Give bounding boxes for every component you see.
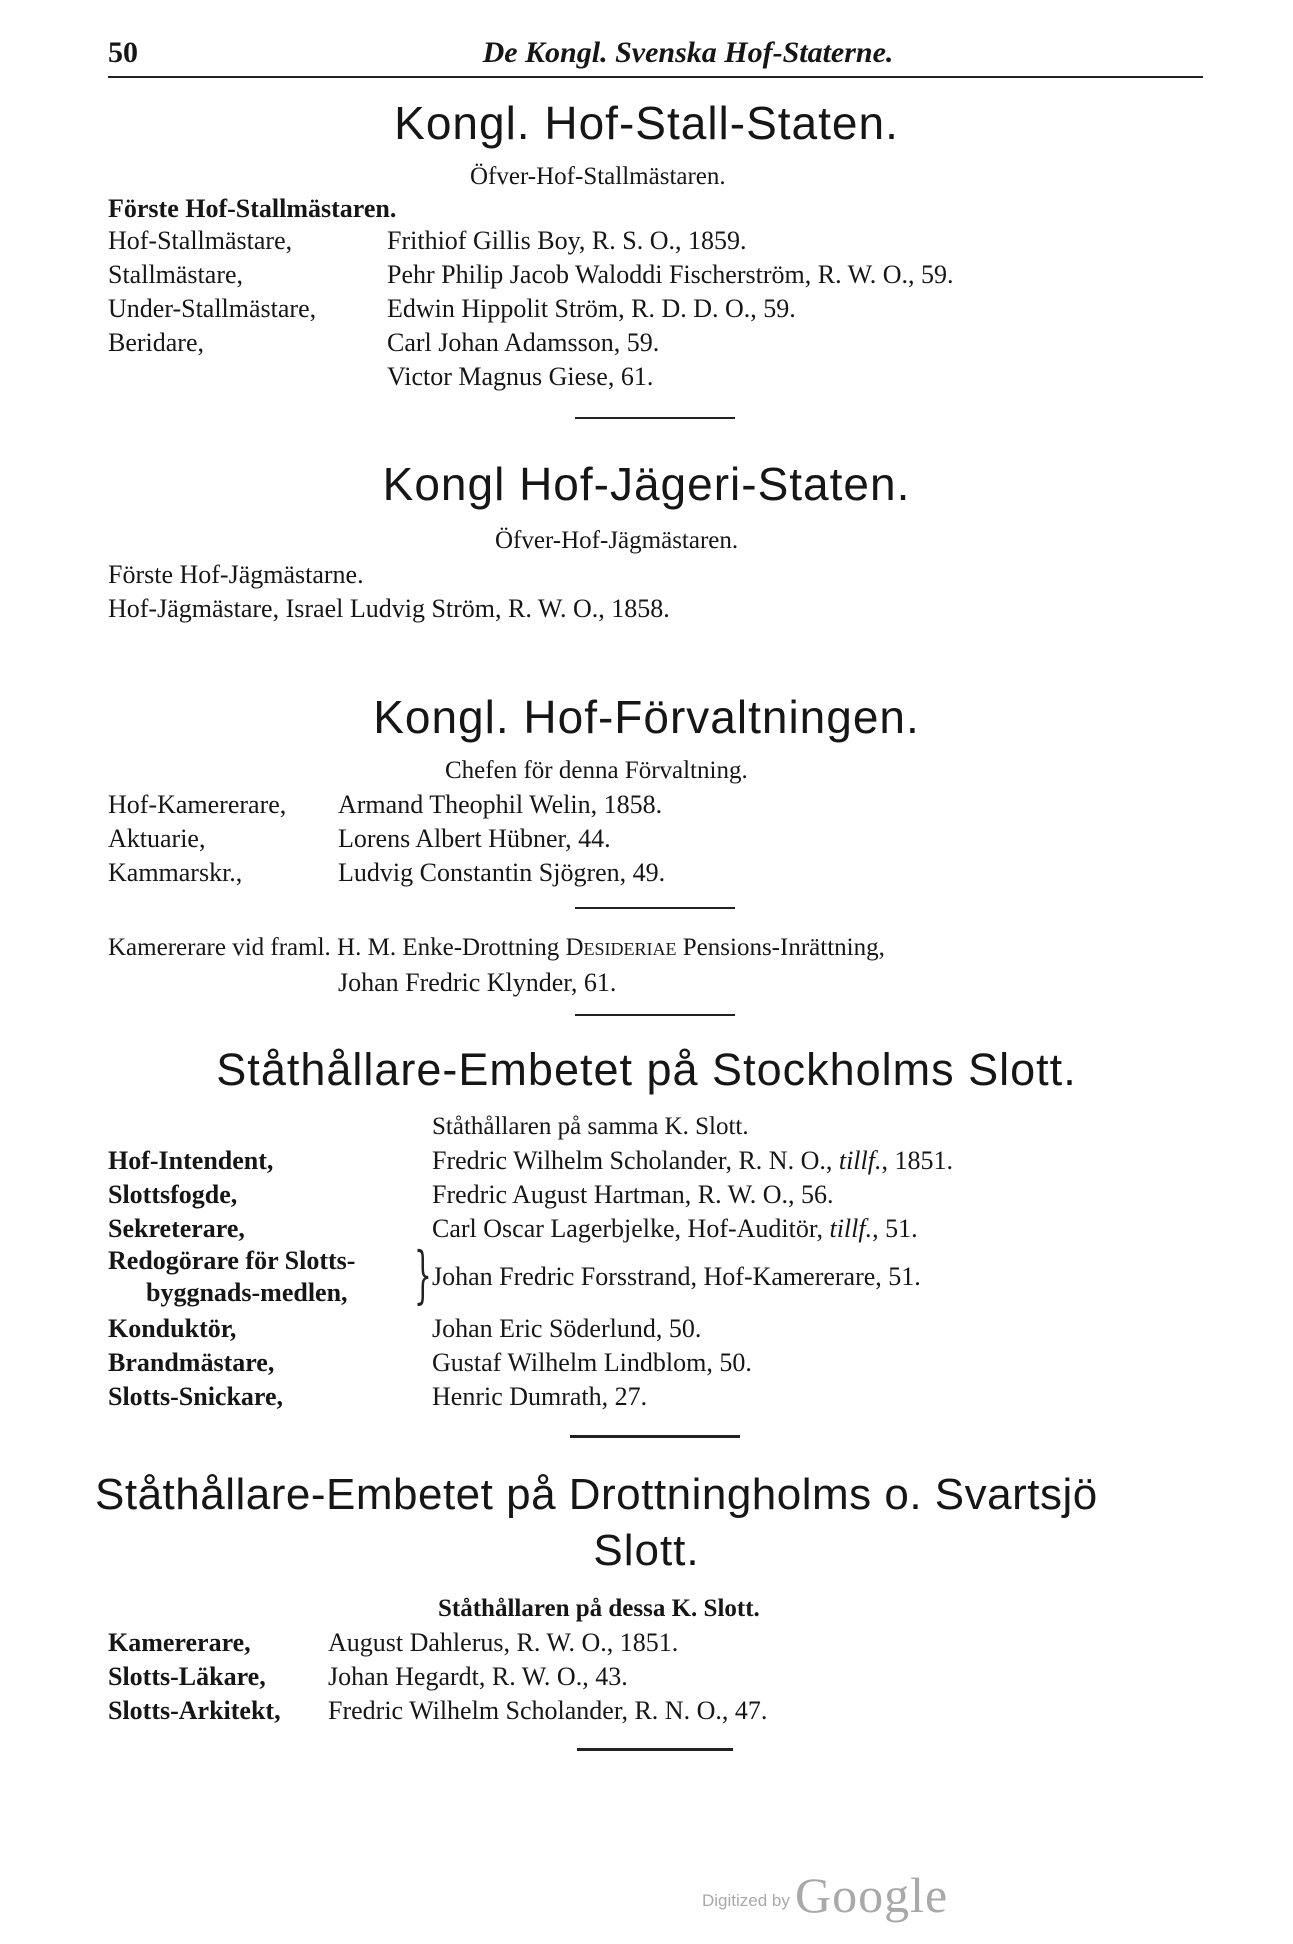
pension-line-1-end: Pensions-Inrättning, — [676, 934, 885, 961]
stockholm-name-3-text: Carl Oscar Lagerbjelke, Hof-Auditör, — [432, 1214, 830, 1243]
stockholm-role-3: Sekreterare, — [108, 1214, 245, 1243]
jageri-first-master: Förste Hof-Jägmästarne. — [108, 560, 364, 589]
forvaltning-name-3: Ludvig Constantin Sjögren, 49. — [338, 858, 666, 887]
divider-2 — [575, 907, 735, 909]
stockholm-name-3 — [432, 1214, 918, 1244]
pension-line-1-name: Desideriae — [565, 934, 677, 961]
drottningholm-name-1: August Dahlerus, R. W. O., 1851. — [328, 1628, 679, 1657]
stockholm-role-2: Slottsfogde, — [108, 1180, 238, 1209]
pension-line-1 — [108, 934, 885, 962]
section-subtitle-stall: Öfver-Hof-Stallmästaren. — [470, 163, 726, 190]
divider-1 — [575, 417, 735, 419]
stall-name-1: Frithiof Gillis Boy, R. S. O., 1859. — [387, 226, 747, 255]
stockholm-name-3-end: , 51. — [872, 1214, 918, 1243]
drottningholm-role-1: Kamererare, — [108, 1628, 251, 1657]
stall-role-1: Hof-Stallmästare, — [108, 226, 293, 255]
stockholm-role-1: Hof-Intendent, — [108, 1146, 274, 1175]
redogorare-role-line-1: Redogörare för Slotts- — [108, 1246, 356, 1275]
stockholm-name-5: Johan Eric Söderlund, 50. — [432, 1314, 702, 1343]
divider-5 — [577, 1748, 733, 1751]
header-rule — [108, 76, 1203, 78]
drottningholm-role-2: Slotts-Läkare, — [108, 1662, 266, 1691]
drottningholm-name-2: Johan Hegardt, R. W. O., 43. — [328, 1662, 628, 1691]
redogorare-name: Johan Fredric Forsstrand, Hof-Kamererare, 51. — [432, 1262, 921, 1291]
section-title-drottningholm-line-2: Slott. — [593, 1526, 700, 1575]
forvaltning-role-2: Aktuarie, — [108, 824, 206, 853]
stall-role-4: Beridare, — [108, 328, 205, 357]
section-subtitle-forvaltning: Chefen för denna Förvaltning. — [445, 757, 748, 784]
brace-glyph: } — [414, 1238, 432, 1311]
stockholm-name-2: Fredric August Hartman, R. W. O., 56. — [432, 1180, 834, 1209]
stockholm-name-3-italic: tillf. — [829, 1214, 873, 1243]
stockholm-name-7: Henric Dumrath, 27. — [432, 1382, 648, 1411]
divider-4 — [570, 1435, 740, 1438]
stall-name-5: Victor Magnus Giese, 61. — [387, 362, 654, 391]
forvaltning-name-1: Armand Theophil Welin, 1858. — [338, 790, 663, 819]
stockholm-role-7: Slotts-Snickare, — [108, 1382, 284, 1411]
pension-line-1-start: Kamererare vid framl. H. M. Enke-Drottning — [108, 934, 566, 961]
section-title-stockholm: Ståthållare-Embetet på Stockholms Slott. — [216, 1044, 1077, 1095]
drottningholm-role-3: Slotts-Arkitekt, — [108, 1696, 281, 1725]
watermark-prefix: Digitized by — [702, 1891, 790, 1910]
section-title-drottningholm-line-1: Ståthållare-Embetet på Drottningholms o. Svartsjö — [95, 1470, 1098, 1519]
divider-3 — [575, 1014, 735, 1016]
forvaltning-name-2: Lorens Albert Hübner, 44. — [338, 824, 611, 853]
running-title: De Kongl. Svenska Hof-Staterne. — [482, 36, 894, 69]
google-logo-text: Google — [794, 1867, 949, 1923]
section-title-forvaltning: Kongl. Hof-Förvaltningen. — [373, 691, 920, 743]
stall-first-master: Förste Hof-Stallmästaren. — [108, 194, 397, 223]
forvaltning-role-1: Hof-Kamererare, — [108, 790, 287, 819]
section-title-stall: Kongl. Hof-Stall-Staten. — [394, 97, 899, 149]
stall-name-4: Carl Johan Adamsson, 59. — [387, 328, 660, 357]
stockholm-role-6: Brandmästare, — [108, 1348, 275, 1377]
stockholm-name-1 — [432, 1146, 953, 1176]
section-title-jageri: Kongl Hof-Jägeri-Staten. — [382, 458, 911, 510]
drottningholm-name-3: Fredric Wilhelm Scholander, R. N. O., 47. — [328, 1696, 768, 1725]
page-number: 50 — [108, 36, 138, 69]
section-subtitle-drottningholm: Ståthållaren på dessa K. Slott. — [438, 1595, 760, 1622]
section-subtitle-jageri: Öfver-Hof-Jägmästaren. — [495, 527, 739, 554]
stall-role-3: Under-Stallmästare, — [108, 294, 317, 323]
redogorare-role-line-2: byggnads-medlen, — [146, 1278, 348, 1307]
jageri-row: Hof-Jägmästare, Israel Ludvig Ström, R. W. O., 1858. — [108, 594, 670, 623]
stall-name-3: Edwin Hippolit Ström, R. D. D. O., 59. — [387, 294, 796, 323]
running-head — [108, 36, 1208, 78]
stall-role-2: Stallmästare, — [108, 260, 244, 289]
section-subtitle-stockholm: Ståthållaren på samma K. Slott. — [432, 1113, 749, 1140]
google-watermark — [702, 1866, 948, 1924]
stall-name-2: Pehr Philip Jacob Waloddi Fischerström, R. W. O., 59. — [387, 260, 954, 289]
stockholm-name-1-end: , 1851. — [881, 1146, 953, 1175]
stockholm-role-5: Konduktör, — [108, 1314, 237, 1343]
pension-line-2: Johan Fredric Klynder, 61. — [338, 968, 617, 997]
forvaltning-role-3: Kammarskr., — [108, 858, 243, 887]
stockholm-name-1-text: Fredric Wilhelm Scholander, R. N. O., — [432, 1146, 839, 1175]
stockholm-name-1-italic: tillf. — [838, 1146, 882, 1175]
stockholm-name-6: Gustaf Wilhelm Lindblom, 50. — [432, 1348, 752, 1377]
